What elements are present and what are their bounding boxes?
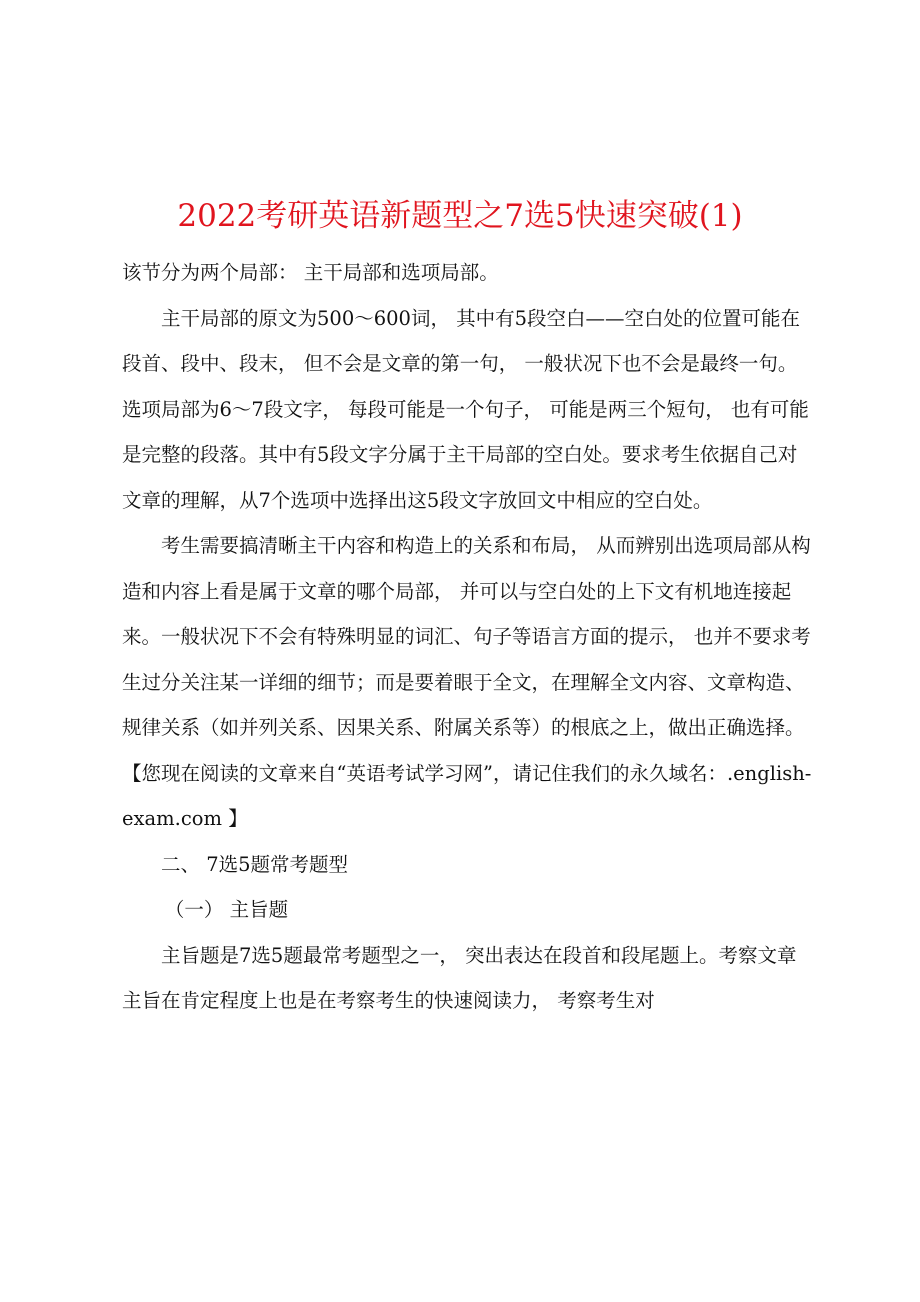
subsection-heading: （一） 主旨题 bbox=[164, 898, 289, 921]
paragraph-intro: 该节分为两个局部： 主干局部和选项局部。 bbox=[122, 261, 499, 284]
section-heading: 二、 7选5题常考题型 bbox=[161, 852, 349, 876]
paragraph-requirements: 考生需要搞清晰主干内容和构造上的关系和布局， 从而辨别出选项局部从构造和内容上看是属于文章的哪个局部， 并可以与空白处的上下文有机地连接起来。一般状况下不会有特殊明显的词汇、句子等语言方面的提示， 也并不要求考生过分关注某一详细的细节；而是要着眼于全文，在理解全文内容、文章构造、规律关系（如并列关系、因果关系、附属关系等）的根底之上，做出正确选择。【您现在阅读的文章来自“英语考试学习网”，请记住我们的永久域名：.english-exam.com 】 bbox=[122, 534, 812, 830]
paragraph-main-idea: 主旨题是7选5题最常考题型之一， 突出表达在段首和段尾题上。考察文章主旨在肯定程度上也是在考察考生的快速阅读力， 考察考生对 bbox=[122, 943, 797, 1012]
document-body bbox=[122, 250, 812, 1024]
document-title: 2022考研英语新题型之7选5快速突破(1) bbox=[177, 198, 743, 234]
paragraph-main-part: 主干局部的原文为500～600词， 其中有5段空白——空白处的位置可能在段首、段中、段末， 但不会是文章的第一句， 一般状况下也不会是最终一句。选项局部为6～7段文字， 每段可能是一个句子， 可能是两三个短句， 也有可能是完整的段落。其中有5段文字分属于主干局部的空白处。要求考生依据自己对文章的理解，从7个选项中选择出这5段文字放回文中相应的空白处。 bbox=[122, 306, 809, 512]
